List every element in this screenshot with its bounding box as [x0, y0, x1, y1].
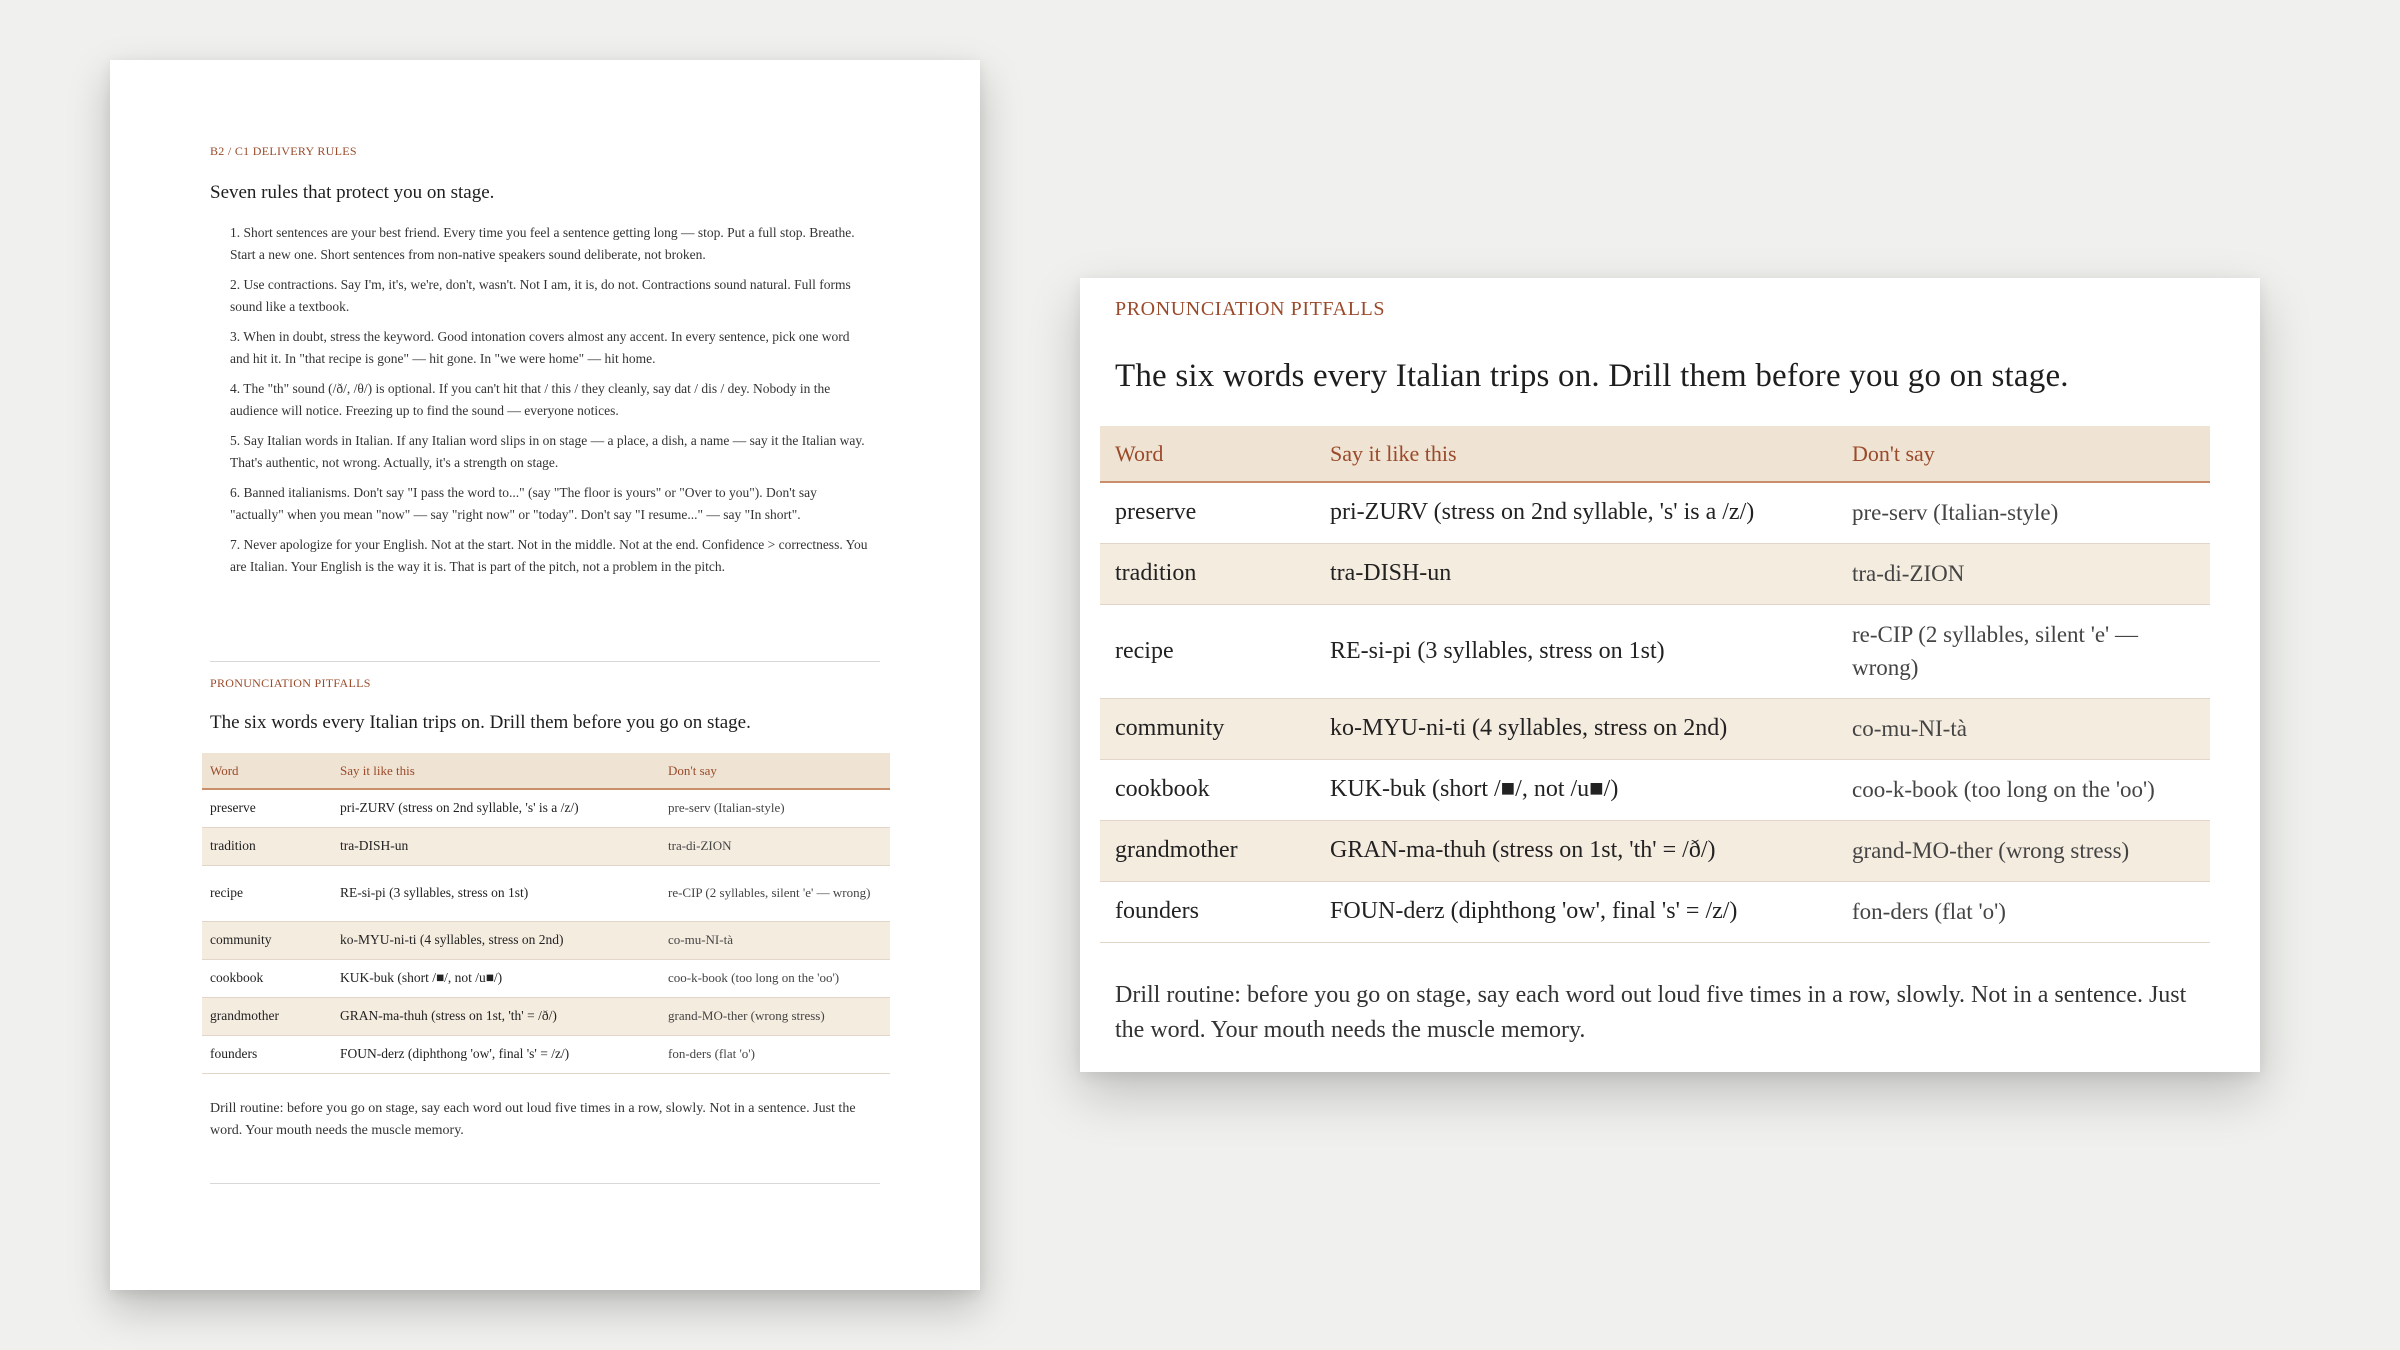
- dont-cell: pre-serv (Italian-style): [1837, 482, 2210, 543]
- table-row: [1100, 604, 2210, 698]
- word-cell: cookbook: [1100, 759, 1315, 820]
- delivery-rules-list: [230, 222, 870, 586]
- say-cell: GRAN-ma-thuh (stress on 1st, 'th' = /ð/): [1315, 820, 1837, 881]
- table-row: [202, 789, 890, 827]
- say-cell: KUK-buk (short /■/, not /u■/): [332, 959, 660, 997]
- dont-cell: co-mu-NI-tà: [660, 921, 890, 959]
- drill-routine-note: Drill routine: before you go on stage, say each word out loud five times in a row, slowly. Not in a sentence. Just the word. Your mouth needs the muscle memory.: [210, 1101, 856, 1138]
- column-header-word: Word: [1100, 426, 1315, 482]
- column-header-say: Say it like this: [1315, 426, 1837, 482]
- pitfalls-heading: The six words every Italian trips on. Drill them before you go on stage.: [1115, 358, 2069, 394]
- column-header-word: Word: [202, 753, 332, 789]
- table-row: [202, 865, 890, 921]
- word-cell: grandmother: [1100, 820, 1315, 881]
- word-cell: founders: [1100, 881, 1315, 942]
- section-divider: [210, 1183, 880, 1184]
- column-header-dont: Don't say: [1837, 426, 2210, 482]
- table-row: [1100, 482, 2210, 543]
- dont-cell: coo-k-book (too long on the 'oo'): [1837, 759, 2210, 820]
- table-row: [202, 1035, 890, 1073]
- word-cell: recipe: [1100, 604, 1315, 698]
- say-cell: RE-si-pi (3 syllables, stress on 1st): [1315, 604, 1837, 698]
- word-cell: founders: [202, 1035, 332, 1073]
- say-cell: pri-ZURV (stress on 2nd syllable, 's' is a /z/): [332, 789, 660, 827]
- word-cell: community: [202, 921, 332, 959]
- say-cell: FOUN-derz (diphthong 'ow', final 's' = /z/): [332, 1035, 660, 1073]
- word-cell: tradition: [202, 827, 332, 865]
- word-cell: tradition: [1100, 543, 1315, 604]
- say-cell: RE-si-pi (3 syllables, stress on 1st): [332, 865, 660, 921]
- zoomed-pitfalls-card: [1080, 278, 2260, 1072]
- delivery-rules-heading: Seven rules that protect you on stage.: [210, 182, 495, 203]
- pitfalls-kicker: PRONUNCIATION PITFALLS: [1115, 298, 1386, 320]
- dont-cell: grand-MO-ther (wrong stress): [660, 997, 890, 1035]
- table-row: [202, 997, 890, 1035]
- say-cell: pri-ZURV (stress on 2nd syllable, 's' is a /z/): [1315, 482, 1837, 543]
- word-cell: grandmother: [202, 997, 332, 1035]
- table-row: [1100, 759, 2210, 820]
- table-row: [202, 827, 890, 865]
- column-header-dont: Don't say: [660, 753, 890, 789]
- word-cell: preserve: [202, 789, 332, 827]
- dont-cell: fon-ders (flat 'o'): [660, 1035, 890, 1073]
- say-cell: tra-DISH-un: [332, 827, 660, 865]
- say-cell: tra-DISH-un: [1315, 543, 1837, 604]
- dont-cell: re-CIP (2 syllables, silent 'e' — wrong): [660, 865, 890, 921]
- rule-item: 2. Use contractions. Say I'm, it's, we're, don't, wasn't. Not I am, it is, do not. Contractions sound natural. Full forms sound like a textbook.: [230, 277, 851, 314]
- column-header-say: Say it like this: [332, 753, 660, 789]
- rule-item: 5. Say Italian words in Italian. If any Italian word slips in on stage — a place, a dish, a name — say it the Italian way. That's authentic, not wrong. Actually, it's a strength on stage.: [230, 433, 865, 470]
- pronunciation-table: [202, 753, 890, 1074]
- rule-item: 6. Banned italianisms. Don't say "I pass the word to..." (say "The floor is yours" or "Over to you"). Don't say "actually" when you mean "now" — say "right now" or "today". Don't say "I resume..." — say "In short".: [230, 485, 817, 522]
- word-cell: cookbook: [202, 959, 332, 997]
- say-cell: FOUN-derz (diphthong 'ow', final 's' = /z/): [1315, 881, 1837, 942]
- rule-item: 1. Short sentences are your best friend. Every time you feel a sentence getting long — stop. Put a full stop. Breathe. Start a new one. Short sentences from non-native speakers sound deliberate, not broken.: [230, 225, 855, 262]
- table-row: [1100, 881, 2210, 942]
- dont-cell: fon-ders (flat 'o'): [1837, 881, 2210, 942]
- say-cell: ko-MYU-ni-ti (4 syllables, stress on 2nd): [1315, 698, 1837, 759]
- rule-item: 7. Never apologize for your English. Not at the start. Not in the middle. Not at the end. Confidence > correctness. You are Italian. Your English is the way it is. That is part of the pitch, not a problem in the pitch.: [230, 537, 868, 574]
- dont-cell: tra-di-ZION: [660, 827, 890, 865]
- word-cell: community: [1100, 698, 1315, 759]
- pitfalls-heading: The six words every Italian trips on. Drill them before you go on stage.: [210, 712, 751, 733]
- say-cell: ko-MYU-ni-ti (4 syllables, stress on 2nd): [332, 921, 660, 959]
- table-row: [1100, 543, 2210, 604]
- document-page: [110, 60, 980, 1290]
- dont-cell: tra-di-ZION: [1837, 543, 2210, 604]
- dont-cell: pre-serv (Italian-style): [660, 789, 890, 827]
- table-row: [202, 921, 890, 959]
- dont-cell: grand-MO-ther (wrong stress): [1837, 820, 2210, 881]
- say-cell: GRAN-ma-thuh (stress on 1st, 'th' = /ð/): [332, 997, 660, 1035]
- pitfalls-kicker: PRONUNCIATION PITFALLS: [210, 676, 371, 690]
- rule-item: 3. When in doubt, stress the keyword. Good intonation covers almost any accent. In every sentence, pick one word and hit it. In "that recipe is gone" — hit gone. In "we were home" — hit home.: [230, 329, 850, 366]
- dont-cell: re-CIP (2 syllables, silent 'e' — wrong): [1837, 604, 2210, 698]
- pronunciation-table: [1100, 426, 2210, 943]
- word-cell: recipe: [202, 865, 332, 921]
- drill-routine-note: Drill routine: before you go on stage, say each word out loud five times in a row, slowly. Not in a sentence. Just the word. Your mouth needs the muscle memory.: [1115, 982, 2187, 1043]
- word-cell: preserve: [1100, 482, 1315, 543]
- dont-cell: co-mu-NI-tà: [1837, 698, 2210, 759]
- delivery-rules-kicker: B2 / C1 DELIVERY RULES: [210, 144, 357, 158]
- table-row: [1100, 698, 2210, 759]
- dont-cell: coo-k-book (too long on the 'oo'): [660, 959, 890, 997]
- table-row: [202, 959, 890, 997]
- rule-item: 4. The "th" sound (/ð/, /θ/) is optional. If you can't hit that / this / they cleanly, say dat / dis / dey. Nobody in the audience will notice. Freezing up to find the sound — everyone notices.: [230, 381, 831, 418]
- say-cell: KUK-buk (short /■/, not /u■/): [1315, 759, 1837, 820]
- section-divider: [210, 661, 880, 662]
- table-row: [1100, 820, 2210, 881]
